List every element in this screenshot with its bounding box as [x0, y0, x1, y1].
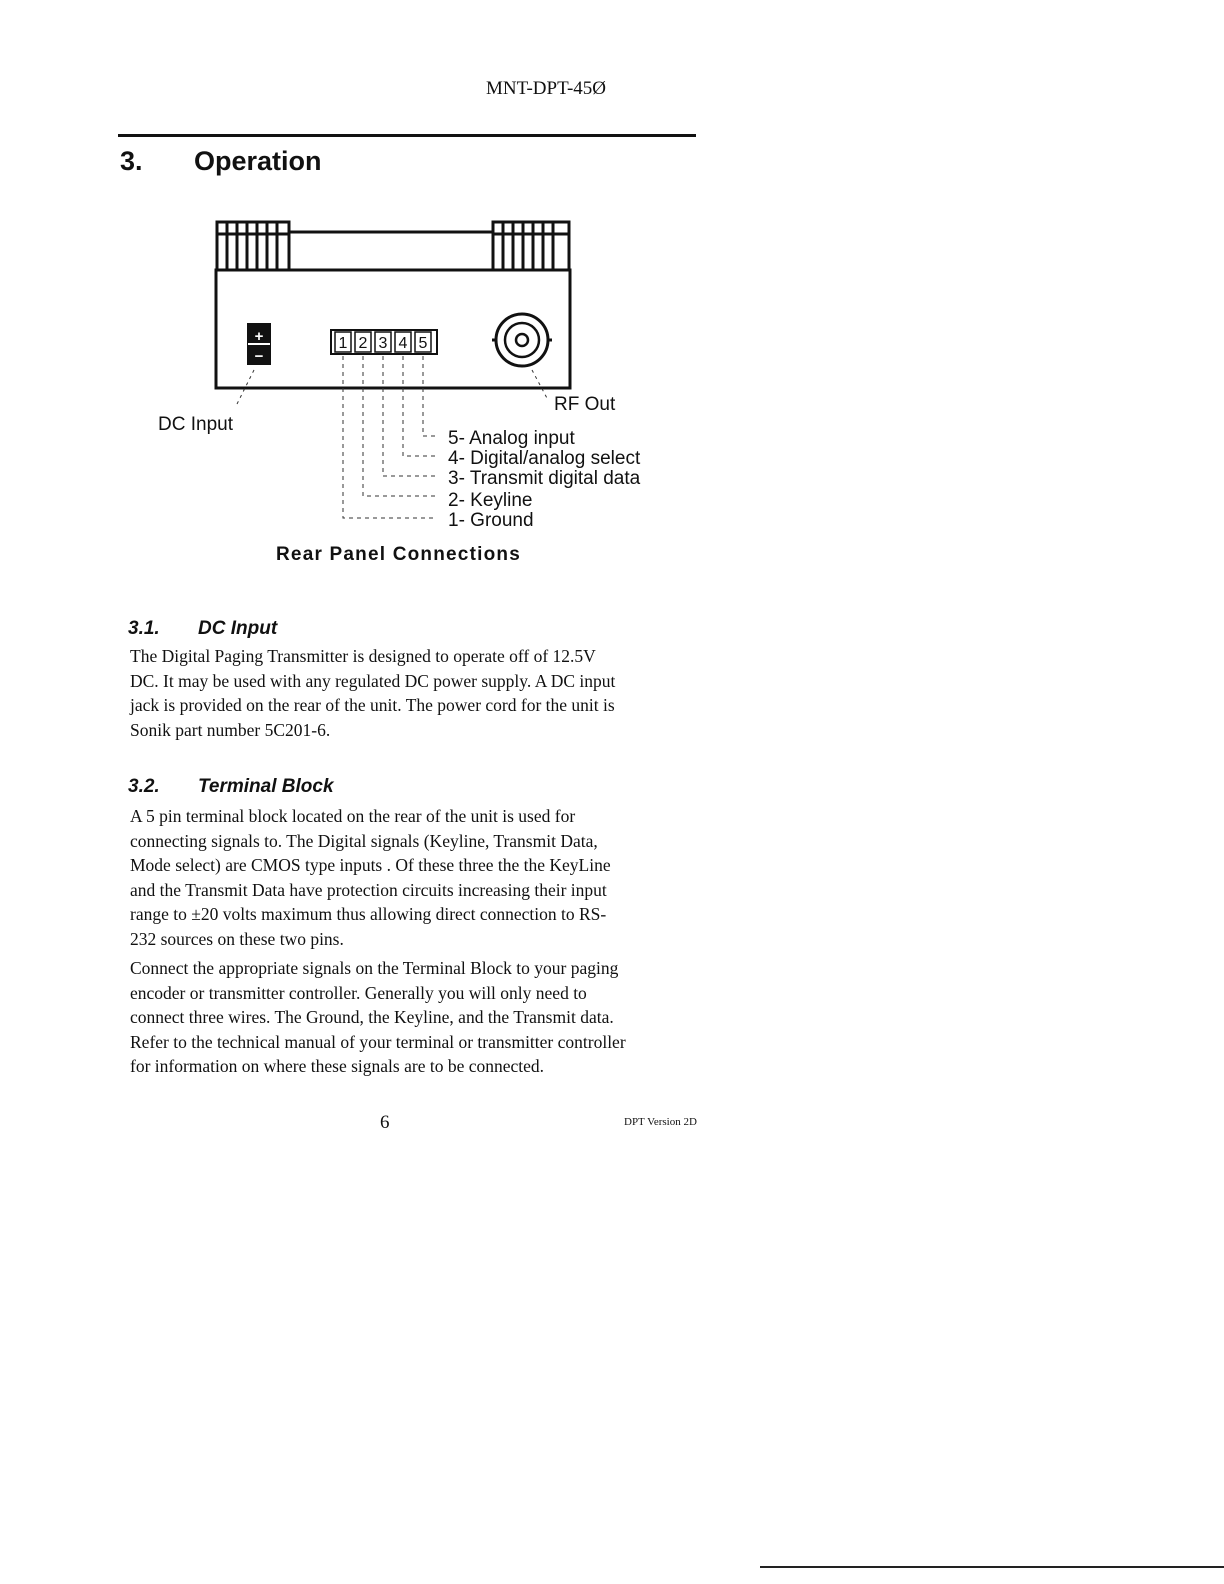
- dc-plus-symbol: +: [254, 328, 264, 345]
- pin-5-label: 5- Analog input: [448, 428, 575, 449]
- terminal-pins: [335, 332, 431, 352]
- subsection-number: 3.1.: [128, 618, 160, 639]
- page-number: 6: [380, 1112, 390, 1133]
- dc-input-paragraph: [130, 644, 708, 742]
- pin-leader-lines: [343, 356, 435, 518]
- pin-3-label: 3- Transmit digital data: [448, 468, 641, 489]
- text-line: encoder or transmitter controller. Generally you will only need to: [130, 982, 587, 1003]
- rear-panel-drawing: [150, 210, 690, 540]
- pin-3: 3: [378, 335, 388, 352]
- text-line: The Digital Paging Transmitter is designed to operate off of 12.5V: [130, 646, 596, 666]
- header-rule: [118, 134, 696, 137]
- section-number: 3.: [120, 146, 143, 176]
- text-line: Connect the appropriate signals on the Terminal Block to your paging: [130, 958, 619, 978]
- rf-out-label: RF Out: [554, 394, 616, 415]
- section-heading: [120, 146, 322, 177]
- dc-input-label: DC Input: [158, 414, 233, 435]
- rf-bnc-connector: [492, 314, 552, 366]
- pin-5: 5: [418, 335, 428, 352]
- text-line: DC. It may be used with any regulated DC power supply. A DC input: [130, 670, 616, 691]
- text-line: Refer to the technical manual of your terminal or transmitter controller: [130, 1031, 626, 1052]
- version-label: DPT Version 2D: [624, 1116, 697, 1128]
- subsection-number: 3.2.: [128, 776, 160, 797]
- heatsink-fins-right: [493, 222, 569, 270]
- scan-edge-line: [760, 1566, 1224, 1568]
- subsection-title: Terminal Block: [198, 776, 334, 797]
- rf-out-leader: [532, 370, 548, 400]
- dc-minus-symbol: −: [254, 348, 264, 365]
- pin-2-label: 2- Keyline: [448, 490, 533, 511]
- text-line: connecting signals to. The Digital signals (Keyline, Transmit Data,: [130, 830, 598, 851]
- pin-4-label: 4- Digital/analog select: [448, 448, 641, 469]
- text-line: for information on where these signals are to be connected.: [130, 1056, 545, 1076]
- heatsink-fins-left: [217, 222, 289, 270]
- text-line: connect three wires. The Ground, the Keyline, and the Transmit data.: [130, 1007, 614, 1027]
- text-line: and the Transmit Data have protection circuits increasing their input: [130, 879, 607, 900]
- text-line: 232 sources on these two pins.: [130, 928, 344, 949]
- text-line: range to ±20 volts maximum thus allowing direct connection to RS-: [130, 904, 607, 924]
- text-line: Sonik part number 5C201-6.: [130, 719, 331, 740]
- terminal-block-paragraph-2: [130, 956, 708, 1079]
- text-line: jack is provided on the rear of the unit. The power cord for the unit is: [130, 695, 615, 715]
- subsection-title: DC Input: [198, 618, 278, 639]
- pin-4: 4: [398, 335, 408, 352]
- figure-caption: Rear Panel Connections: [276, 544, 521, 565]
- pin-1: 1: [338, 335, 348, 352]
- terminal-block-paragraph-1: [130, 804, 708, 951]
- pin-1-label: 1- Ground: [448, 510, 534, 531]
- section-title: Operation: [194, 146, 322, 176]
- subsection-heading-terminal-block: [128, 776, 334, 798]
- text-line: Mode select) are CMOS type inputs . Of these three the the KeyLine: [130, 855, 611, 875]
- rear-panel-diagram: [150, 210, 690, 590]
- document-code: MNT-DPT-45Ø: [486, 78, 607, 99]
- text-line: A 5 pin terminal block located on the rear of the unit is used for: [130, 806, 576, 826]
- pin-2: 2: [358, 335, 368, 352]
- subsection-heading-dc-input: [128, 618, 277, 640]
